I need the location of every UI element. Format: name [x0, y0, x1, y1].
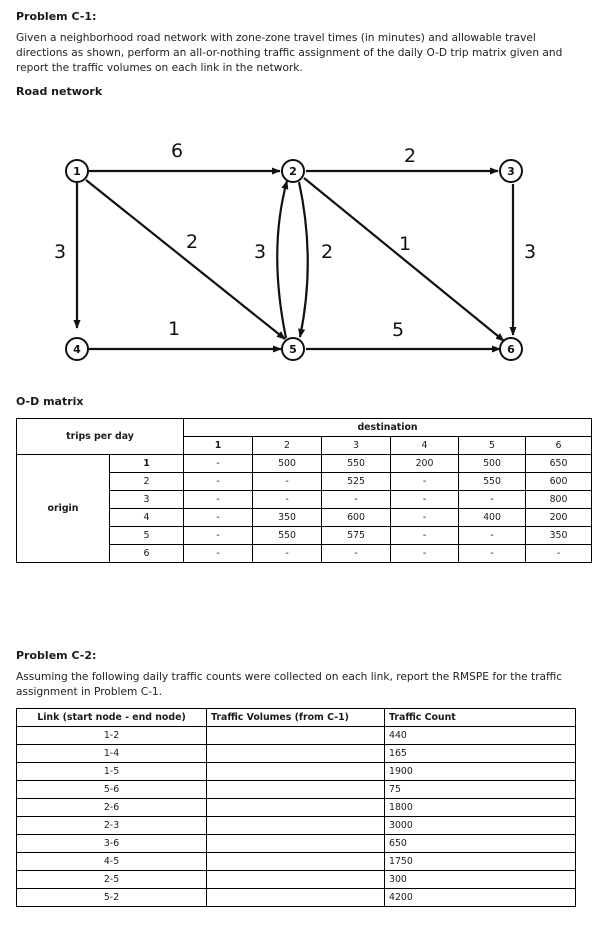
od-cell: -: [391, 509, 459, 527]
description-line: directions as shown, perform an all-or-nothing traffic assignment of the daily O-D trip matrix given and: [16, 47, 563, 59]
count-cell: 1750: [385, 853, 576, 871]
table-row: [17, 763, 576, 781]
od-cell: 200: [391, 455, 459, 473]
destination-header: 4: [391, 437, 459, 455]
count-cell: 440: [385, 727, 576, 745]
destination-header: 5: [459, 437, 526, 455]
od-cell: -: [391, 545, 459, 563]
origin-number: 6: [110, 545, 184, 563]
time-5-2: 3: [253, 241, 267, 263]
od-cell: 350: [253, 509, 322, 527]
origin-number: 1: [110, 455, 184, 473]
od-cell: -: [459, 527, 526, 545]
od-cell: 600: [526, 473, 592, 491]
volume-cell[interactable]: [207, 745, 385, 763]
destination-header: 3: [322, 437, 391, 455]
od-cell: 350: [526, 527, 592, 545]
description-line: assignment in Problem C-1.: [16, 686, 163, 698]
origin-number: 2: [110, 473, 184, 491]
node-6-label: 6: [507, 343, 515, 356]
table-row: [17, 835, 576, 853]
link-cell: 4-5: [17, 853, 207, 871]
volume-cell[interactable]: [207, 889, 385, 907]
od-cell: 800: [526, 491, 592, 509]
node-4-label: 4: [73, 343, 81, 356]
od-cell: -: [184, 545, 253, 563]
corner-label: trips per day: [17, 419, 184, 455]
od-cell: 600: [322, 509, 391, 527]
table-row: [17, 727, 576, 745]
node-3-label: 3: [507, 165, 515, 178]
od-cell: -: [184, 455, 253, 473]
od-matrix-table: [16, 418, 592, 563]
od-cell: -: [184, 527, 253, 545]
od-cell: -: [391, 473, 459, 491]
od-cell: 500: [459, 455, 526, 473]
od-cell: 400: [459, 509, 526, 527]
count-cell: 75: [385, 781, 576, 799]
time-4-5: 1: [167, 318, 181, 340]
header-volume: Traffic Volumes (from C-1): [207, 709, 385, 727]
od-cell: -: [253, 491, 322, 509]
origin-number: 5: [110, 527, 184, 545]
link-2-5: [299, 182, 308, 337]
table-row: [17, 745, 576, 763]
count-cell: 1800: [385, 799, 576, 817]
description-line: Given a neighborhood road network with zone-zone travel times (in minutes) and allowable travel: [16, 32, 536, 44]
time-2-6: 1: [398, 233, 412, 255]
link-cell: 1-5: [17, 763, 207, 781]
time-1-5: 2: [185, 231, 199, 253]
count-cell: 4200: [385, 889, 576, 907]
problem-c2-description: [16, 670, 562, 700]
header-link: Link (start node - end node): [17, 709, 207, 727]
destination-label: destination: [184, 419, 592, 437]
od-cell: -: [253, 473, 322, 491]
count-cell: 650: [385, 835, 576, 853]
origin-number: 3: [110, 491, 184, 509]
od-cell: 550: [322, 455, 391, 473]
link-cell: 2-6: [17, 799, 207, 817]
link-2-6: [304, 178, 504, 341]
od-cell: 650: [526, 455, 592, 473]
od-cell: -: [322, 491, 391, 509]
node-5-label: 5: [289, 343, 297, 356]
table-row: [17, 889, 576, 907]
road-network-diagram: [30, 120, 560, 375]
link-cell: 3-6: [17, 835, 207, 853]
table-row: [17, 853, 576, 871]
count-cell: 165: [385, 745, 576, 763]
link-cell: 5-6: [17, 781, 207, 799]
od-cell: 200: [526, 509, 592, 527]
od-cell: -: [322, 545, 391, 563]
time-3-6: 3: [523, 241, 537, 263]
description-line: report the traffic volumes on each link in the network.: [16, 62, 303, 74]
table-row: [17, 817, 576, 835]
link-5-2: [277, 181, 287, 338]
od-cell: 550: [253, 527, 322, 545]
traffic-count-table: [16, 708, 576, 907]
od-cell: -: [459, 545, 526, 563]
od-cell: -: [391, 527, 459, 545]
link-cell: 1-4: [17, 745, 207, 763]
time-2-5: 2: [320, 241, 334, 263]
volume-cell[interactable]: [207, 853, 385, 871]
od-cell: -: [253, 545, 322, 563]
destination-header: 6: [526, 437, 592, 455]
node-1-label: 1: [73, 165, 81, 178]
od-cell: 575: [322, 527, 391, 545]
volume-cell[interactable]: [207, 781, 385, 799]
od-cell: -: [459, 491, 526, 509]
link-cell: 2-3: [17, 817, 207, 835]
volume-cell[interactable]: [207, 871, 385, 889]
od-cell: 500: [253, 455, 322, 473]
od-cell: -: [184, 491, 253, 509]
node-2-label: 2: [289, 165, 297, 178]
time-1-4: 3: [53, 241, 67, 263]
od-row: [17, 455, 592, 473]
count-cell: 300: [385, 871, 576, 889]
destination-header: 1: [184, 437, 253, 455]
volume-cell[interactable]: [207, 817, 385, 835]
od-cell: -: [184, 509, 253, 527]
volume-cell[interactable]: [207, 763, 385, 781]
table-row: [17, 871, 576, 889]
road-network-heading: Road network: [16, 85, 103, 98]
time-1-2: 6: [170, 140, 184, 162]
header-count: Traffic Count: [385, 709, 576, 727]
link-cell: 1-2: [17, 727, 207, 745]
od-cell: -: [526, 545, 592, 563]
od-cell: -: [184, 473, 253, 491]
table-header-row: [17, 709, 576, 727]
destination-header: 2: [253, 437, 322, 455]
od-cell: -: [391, 491, 459, 509]
table-row: [17, 799, 576, 817]
od-matrix-heading: O-D matrix: [16, 395, 84, 408]
volume-cell[interactable]: [207, 799, 385, 817]
problem-c1-title: Problem C-1:: [16, 10, 97, 23]
count-cell: 1900: [385, 763, 576, 781]
origin-number: 4: [110, 509, 184, 527]
od-cell: 550: [459, 473, 526, 491]
problem-c1-description: [16, 31, 562, 76]
problem-c2-title: Problem C-2:: [16, 649, 97, 662]
description-line: Assuming the following daily traffic counts were collected on each link, report the RMSPE for the traffic: [16, 671, 563, 683]
time-5-6: 5: [391, 319, 405, 341]
link-cell: 5-2: [17, 889, 207, 907]
time-2-3: 2: [403, 145, 417, 167]
origin-label: origin: [17, 455, 110, 563]
table-row: [17, 781, 576, 799]
volume-cell[interactable]: [207, 727, 385, 745]
link-cell: 2-5: [17, 871, 207, 889]
od-cell: 525: [322, 473, 391, 491]
count-cell: 3000: [385, 817, 576, 835]
volume-cell[interactable]: [207, 835, 385, 853]
